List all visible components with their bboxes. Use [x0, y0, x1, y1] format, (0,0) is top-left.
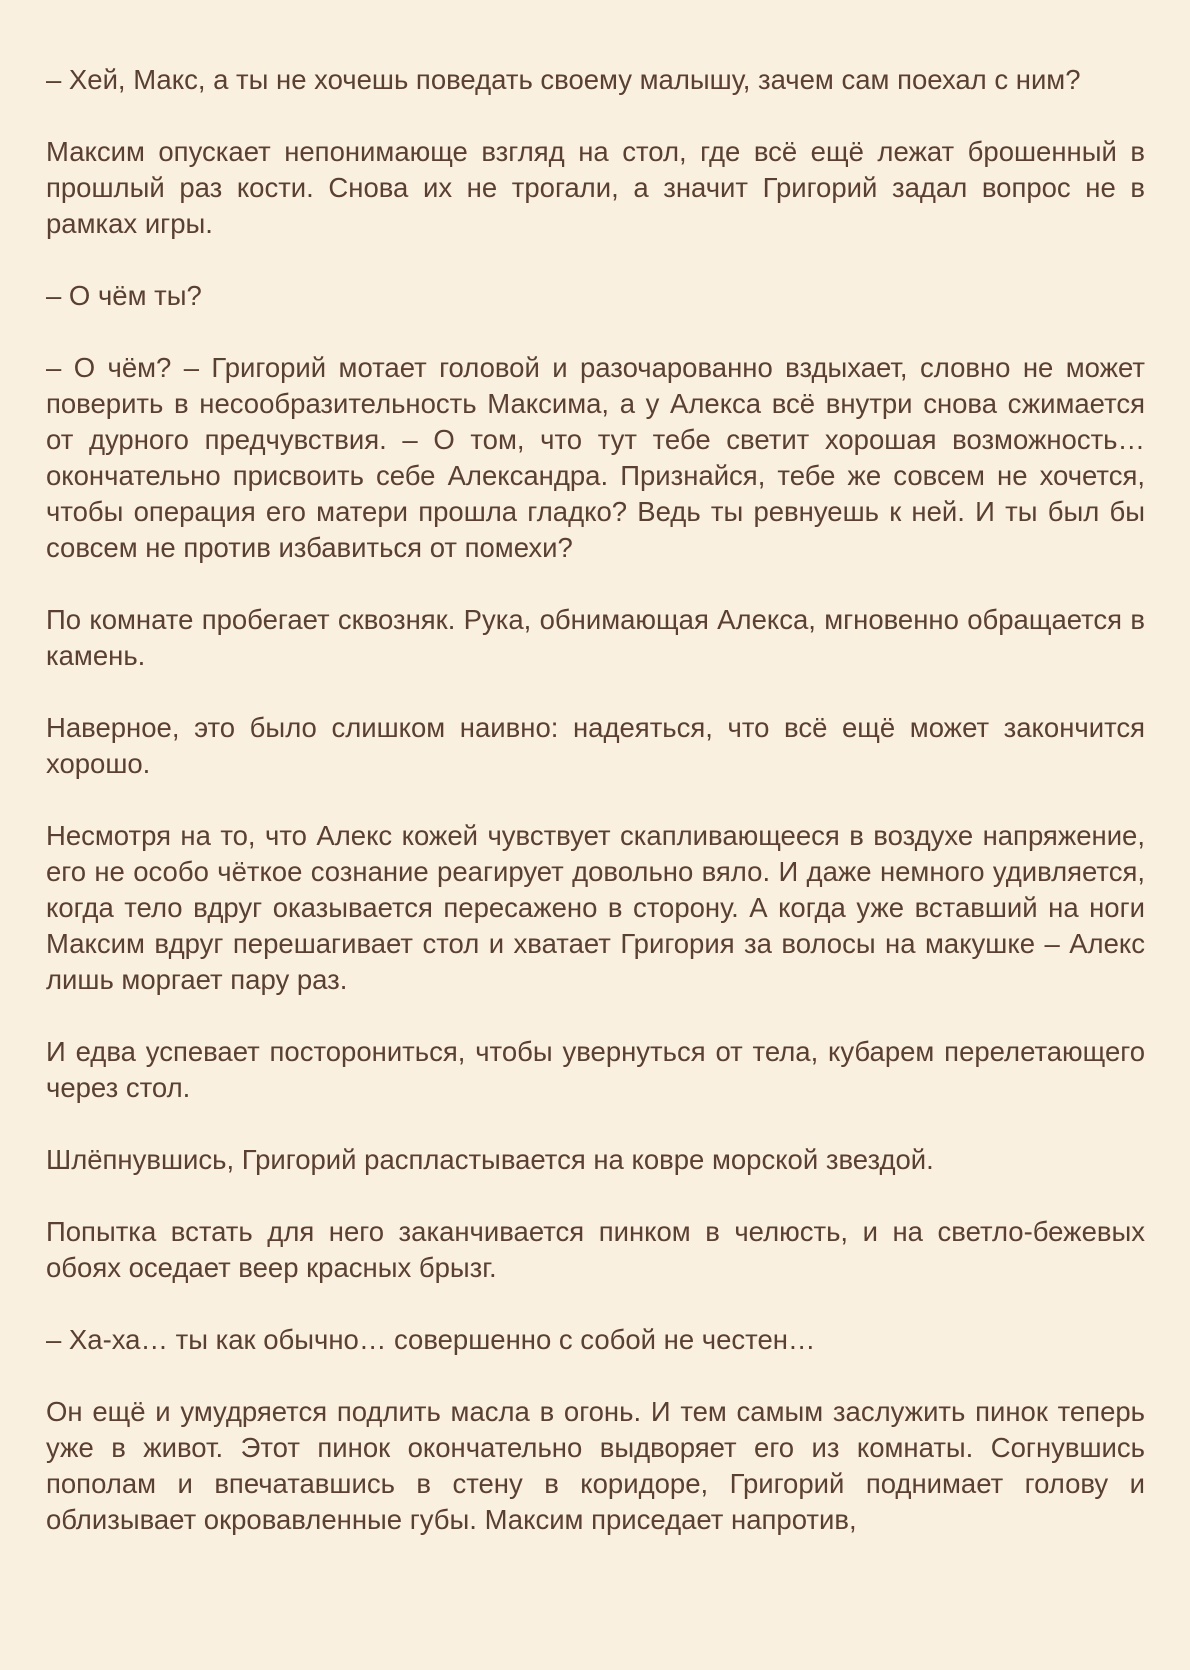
paragraph: И едва успевает посторониться, чтобы увернуться от тела, кубарем перелетающего через стол. [46, 1036, 1145, 1103]
paragraph: Несмотря на то, что Алекс кожей чувствует скапливающееся в воздухе напряжение, его не особо чёткое сознание реагирует довольно вяло. И даже немного удивляется, когда тело вдруг оказывается пересажено в сторону. А когда уже вставший на ноги Максим вдруг перешагивает стол и хватает Григория за волосы на макушке – Алекс лишь моргает пару раз. [46, 820, 1145, 995]
book-page [46, 62, 1145, 1574]
paragraph: Наверное, это было слишком наивно: надеяться, что всё ещё может закончится хорошо. [46, 712, 1145, 779]
paragraph: – Ха-ха… ты как обычно… совершенно с собой не честен… [46, 1324, 816, 1355]
paragraph: – О чём? – Григорий мотает головой и разочарованно вздыхает, словно не может поверить в несообразительность Максима, а у Алекса всё внутри снова сжимается от дурного предчувствия. – О том, что тут тебе светит хорошая возможность… окончательно присвоить себе Александра. Признайся, тебе же совсем не хочется, чтобы операция его матери прошла гладко? Ведь ты ревнуешь к ней. И ты был бы совсем не против избавиться от помехи? [46, 352, 1145, 563]
paragraph: Максим опускает непонимающе взгляд на стол, где всё ещё лежат брошенный в прошлый раз кости. Снова их не трогали, а значит Григорий задал вопрос не в рамках игры. [46, 136, 1145, 239]
paragraph: По комнате пробегает сквозняк. Рука, обнимающая Алекса, мгновенно обращается в камень. [46, 604, 1145, 671]
paragraph: Он ещё и умудряется подлить масла в огонь. И тем самым заслужить пинок теперь уже в живот. Этот пинок окончательно выдворяет его из комнаты. Согнувшись пополам и впечатавшись в стену в коридоре, Григорий поднимает голову и облизывает окровавленные губы. Максим приседает напротив, [46, 1396, 1145, 1535]
paragraph: – О чём ты? [46, 280, 202, 311]
paragraph: – Хей, Макс, а ты не хочешь поведать своему малышу, зачем сам поехал с ним? [46, 64, 1081, 95]
paragraph: Попытка встать для него заканчивается пинком в челюсть, и на светло-бежевых обоях оседает веер красных брызг. [46, 1216, 1145, 1283]
paragraph: Шлёпнувшись, Григорий распластывается на ковре морской звездой. [46, 1144, 934, 1175]
